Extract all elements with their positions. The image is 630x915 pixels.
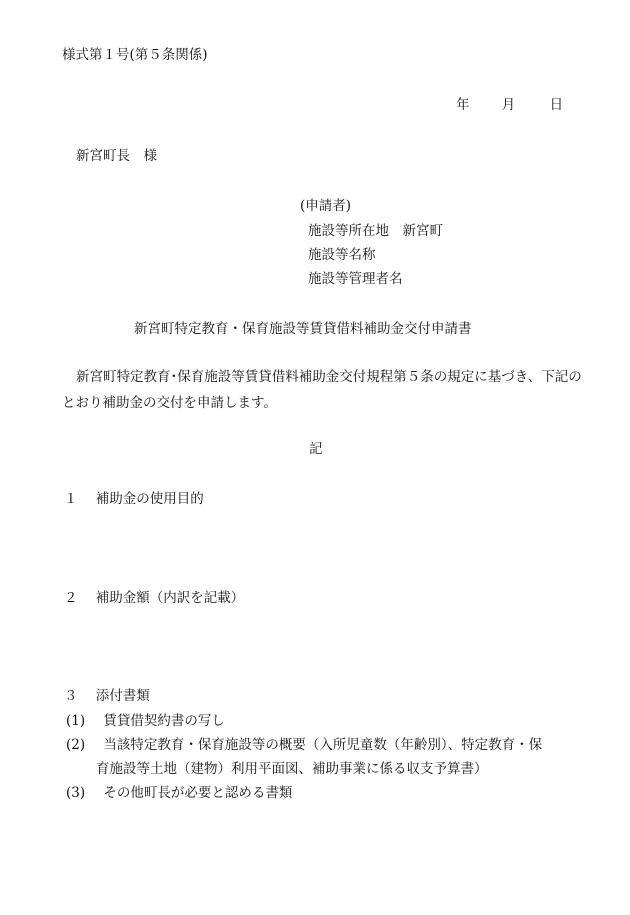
ki-heading: 記 [309,441,323,457]
applicant-heading: (申請者) [300,198,352,214]
item-label: 補助金の使用目的 [95,491,204,507]
date-day: 日 [549,97,564,113]
item-label: 補助金額（内訳を記載） [95,590,245,606]
applicant-manager: 施設等管理者名 [308,271,403,287]
attachment-number: (3) [66,785,86,801]
form-number: 様式第１号(第５条関係) [62,47,208,63]
addressee: 新宮町長 様 [76,148,157,164]
item-number: ３ [64,688,78,704]
attachment-text: 賃貸借契約書の写し [103,713,225,729]
attachment-text: 当該特定教育・保育施設等の概要（入所児童数（年齢別）、特定教育・保 [103,737,543,753]
item-label: 添付書類 [95,688,150,704]
applicant-name: 施設等名称 [308,247,376,263]
attachment-number: (2) [66,737,86,753]
document-title: 新宮町特定教育・保育施設等賃貸借料補助金交付申請書 [134,321,472,337]
item-attachments [64,687,150,706]
attachment-2-continued: 育施設等土地（建物）利用平面図、補助事業に係る収支予算書） [96,761,488,777]
applicant-address: 施設等所在地 新宮町 [308,223,443,239]
date-line [456,96,563,115]
attachment-2 [66,736,542,755]
item-number: ２ [64,590,78,606]
attachment-3 [66,784,292,803]
attachment-number: (1) [66,713,86,729]
body-text: 新宮町特定教育･保育施設等賃貸借料補助金交付規程第５条の規定に基づき、下記のとおり補助金の交付を申請します。 [62,369,582,411]
body-paragraph [62,364,582,416]
date-month: 月 [501,97,516,113]
attachment-text: その他町長が必要と認める書類 [103,785,293,801]
date-year: 年 [456,97,470,113]
item-purpose [64,490,204,509]
attachment-1 [66,712,225,731]
item-amount [64,589,244,608]
item-number: １ [64,491,78,507]
